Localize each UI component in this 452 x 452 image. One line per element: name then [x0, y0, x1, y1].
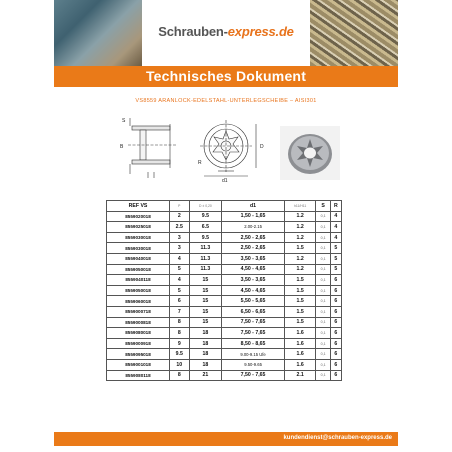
- table-row: [107, 264, 342, 275]
- table-row: [107, 328, 342, 339]
- r-cell: 5: [330, 243, 341, 254]
- r-cell: 6: [330, 275, 341, 286]
- ref-cell: 8559040018: [107, 253, 170, 264]
- product-subtitle: VS8559 ARANLOCK-EDELSTAHL-UNTERLEGSCHEIBE – AISI301: [135, 98, 317, 104]
- label-s: S: [122, 118, 126, 124]
- s-cell: 0,1: [316, 317, 330, 328]
- ref-cell: 8559025018: [107, 222, 170, 233]
- p-cell: 8: [170, 370, 190, 381]
- col-p: P: [170, 201, 190, 212]
- b-cell: 1.5: [284, 317, 316, 328]
- b-cell: 1.5: [284, 243, 316, 254]
- p-cell: 3: [170, 232, 190, 243]
- s-cell: 0,1: [316, 253, 330, 264]
- footer-band: [54, 432, 398, 446]
- p-cell: 5: [170, 264, 190, 275]
- label-r: R: [198, 160, 202, 166]
- d-cell: 6.5: [189, 222, 222, 233]
- s-cell: 0,1: [316, 349, 330, 360]
- r-cell: 6: [330, 306, 341, 317]
- d-cell: 18: [189, 349, 222, 360]
- s-cell: 0,1: [316, 296, 330, 307]
- table-body: [107, 211, 342, 381]
- table-row: [107, 253, 342, 264]
- r-cell: 6: [330, 317, 341, 328]
- d-cell: 9.5: [189, 211, 222, 222]
- p-cell: 4: [170, 275, 190, 286]
- table-row: [107, 306, 342, 317]
- s-cell: 0,1: [316, 285, 330, 296]
- col-ref: REF VS: [107, 201, 170, 212]
- r-cell: 5: [330, 264, 341, 275]
- ref-cell: 8559001018: [107, 359, 170, 370]
- d-cell: 15: [189, 275, 222, 286]
- r-cell: 4: [330, 211, 341, 222]
- d1-cell: 7,50 - 7,65: [222, 370, 285, 381]
- b-cell: 1.6: [284, 349, 316, 360]
- label-d: D: [260, 144, 264, 150]
- b-cell: 2.1: [284, 370, 316, 381]
- p-cell: 2.5: [170, 222, 190, 233]
- d1-cell: 9.00-9.15 Ufe: [222, 349, 285, 360]
- p-cell: 9: [170, 338, 190, 349]
- b-cell: 1.6: [284, 328, 316, 339]
- s-cell: 0,1: [316, 306, 330, 317]
- ref-cell: 8559040118: [107, 275, 170, 286]
- d-cell: 18: [189, 359, 222, 370]
- document-title: Technisches Dokument: [145, 68, 307, 84]
- table-row: [107, 232, 342, 243]
- table-row: [107, 222, 342, 233]
- r-cell: 6: [330, 359, 341, 370]
- r-cell: 6: [330, 285, 341, 296]
- label-b: B: [120, 144, 124, 150]
- ref-cell: 8559000718: [107, 306, 170, 317]
- r-cell: 6: [330, 328, 341, 339]
- ref-cell: 8559050018: [107, 264, 170, 275]
- b-cell: 1.2: [284, 253, 316, 264]
- s-cell: 0,1: [316, 359, 330, 370]
- b-cell: 1.5: [284, 296, 316, 307]
- d1-cell: 8,50 - 8,65: [222, 338, 285, 349]
- table-row: [107, 243, 342, 254]
- logo-part2: express.de: [227, 24, 294, 39]
- screws-photo: [310, 0, 398, 66]
- col-d: D ± 0,20: [189, 201, 222, 212]
- d1-cell: 3,50 - 3,65: [222, 275, 285, 286]
- d1-cell: 1,50 - 1,65: [222, 211, 285, 222]
- d-cell: 21: [189, 370, 222, 381]
- r-cell: 5: [330, 253, 341, 264]
- d1-cell: 5,50 - 5,65: [222, 296, 285, 307]
- ref-cell: 8559030018: [107, 232, 170, 243]
- s-cell: 0,1: [316, 211, 330, 222]
- d1-cell: 6,50 - 6,65: [222, 306, 285, 317]
- p-cell: 8: [170, 317, 190, 328]
- d1-cell: 9.50-9.65: [222, 359, 285, 370]
- p-cell: 7: [170, 306, 190, 317]
- label-d1: d1: [222, 178, 228, 184]
- b-cell: 1.2: [284, 222, 316, 233]
- r-cell: 6: [330, 349, 341, 360]
- s-cell: 0,1: [316, 328, 330, 339]
- d-cell: 15: [189, 296, 222, 307]
- table-row: [107, 317, 342, 328]
- d-cell: 18: [189, 338, 222, 349]
- col-r: R: [330, 201, 341, 212]
- s-cell: 0,1: [316, 275, 330, 286]
- b-cell: 1.6: [284, 338, 316, 349]
- d-cell: 15: [189, 285, 222, 296]
- d1-cell: 2,50 - 2,65: [222, 232, 285, 243]
- table-row: [107, 275, 342, 286]
- s-cell: 0,1: [316, 264, 330, 275]
- ref-cell: 8559080018: [107, 328, 170, 339]
- table-row: [107, 211, 342, 222]
- logo-box: [142, 0, 310, 66]
- d1-cell: 7,50 - 7,65: [222, 328, 285, 339]
- d-cell: 11.3: [189, 264, 222, 275]
- table-row: [107, 338, 342, 349]
- col-s: S: [316, 201, 330, 212]
- d-cell: 11.3: [189, 243, 222, 254]
- p-cell: 5: [170, 285, 190, 296]
- washer-photo: [280, 126, 340, 180]
- table-row: [107, 296, 342, 307]
- ref-cell: 8559020018: [107, 211, 170, 222]
- d-cell: 18: [189, 328, 222, 339]
- p-cell: 8: [170, 328, 190, 339]
- dimensions-table: [106, 200, 342, 381]
- ref-cell: 8559080118: [107, 370, 170, 381]
- table-row: [107, 285, 342, 296]
- b-cell: 1.2: [284, 264, 316, 275]
- b-cell: 1.2: [284, 211, 316, 222]
- table-row: [107, 359, 342, 370]
- table-row: [107, 370, 342, 381]
- tools-photo: [54, 0, 142, 66]
- s-cell: 0,1: [316, 222, 330, 233]
- technical-drawing: [118, 112, 278, 184]
- d-cell: 9.5: [189, 232, 222, 243]
- p-cell: 9.5: [170, 349, 190, 360]
- p-cell: 4: [170, 253, 190, 264]
- r-cell: 6: [330, 338, 341, 349]
- col-d1: d1: [222, 201, 285, 212]
- d1-cell: 4,50 - 4,65: [222, 264, 285, 275]
- ref-cell: 8559030018: [107, 243, 170, 254]
- s-cell: 0,1: [316, 232, 330, 243]
- d-cell: 11.3: [189, 253, 222, 264]
- ref-cell: 8559060018: [107, 296, 170, 307]
- logo-part1: Schrauben-: [158, 24, 228, 39]
- ref-cell: 8559000918: [107, 338, 170, 349]
- b-cell: 1.5: [284, 275, 316, 286]
- p-cell: 10: [170, 359, 190, 370]
- r-cell: 6: [330, 370, 341, 381]
- b-cell: 1.6: [284, 359, 316, 370]
- d1-cell: 3,50 - 3,65: [222, 253, 285, 264]
- r-cell: 6: [330, 296, 341, 307]
- ref-cell: 8559095018: [107, 349, 170, 360]
- d-cell: 15: [189, 306, 222, 317]
- logo: [142, 24, 310, 39]
- s-cell: 0,1: [316, 243, 330, 254]
- d1-cell: 4,50 - 4,65: [222, 285, 285, 296]
- s-cell: 0,1: [316, 338, 330, 349]
- d1-cell: 2,50 - 2,65: [222, 243, 285, 254]
- title-band: [54, 66, 398, 87]
- p-cell: 3: [170, 243, 190, 254]
- b-cell: 1.5: [284, 285, 316, 296]
- d-cell: 15: [189, 317, 222, 328]
- b-cell: 1.5: [284, 306, 316, 317]
- table-header-row: [107, 201, 342, 212]
- r-cell: 4: [330, 222, 341, 233]
- s-cell: 0,1: [316, 370, 330, 381]
- table-row: [107, 349, 342, 360]
- ref-cell: 8559050018: [107, 285, 170, 296]
- d1-cell: 2.00-2.15: [222, 222, 285, 233]
- ref-cell: 8559000818: [107, 317, 170, 328]
- d1-cell: 7,50 - 7,65: [222, 317, 285, 328]
- r-cell: 4: [330, 232, 341, 243]
- b-cell: 1.2: [284, 232, 316, 243]
- header-banner: [54, 0, 398, 66]
- col-b: h11/H11: [284, 201, 316, 212]
- support-email: kundendienst@schrauben-express.de: [283, 435, 392, 441]
- p-cell: 6: [170, 296, 190, 307]
- p-cell: 2: [170, 211, 190, 222]
